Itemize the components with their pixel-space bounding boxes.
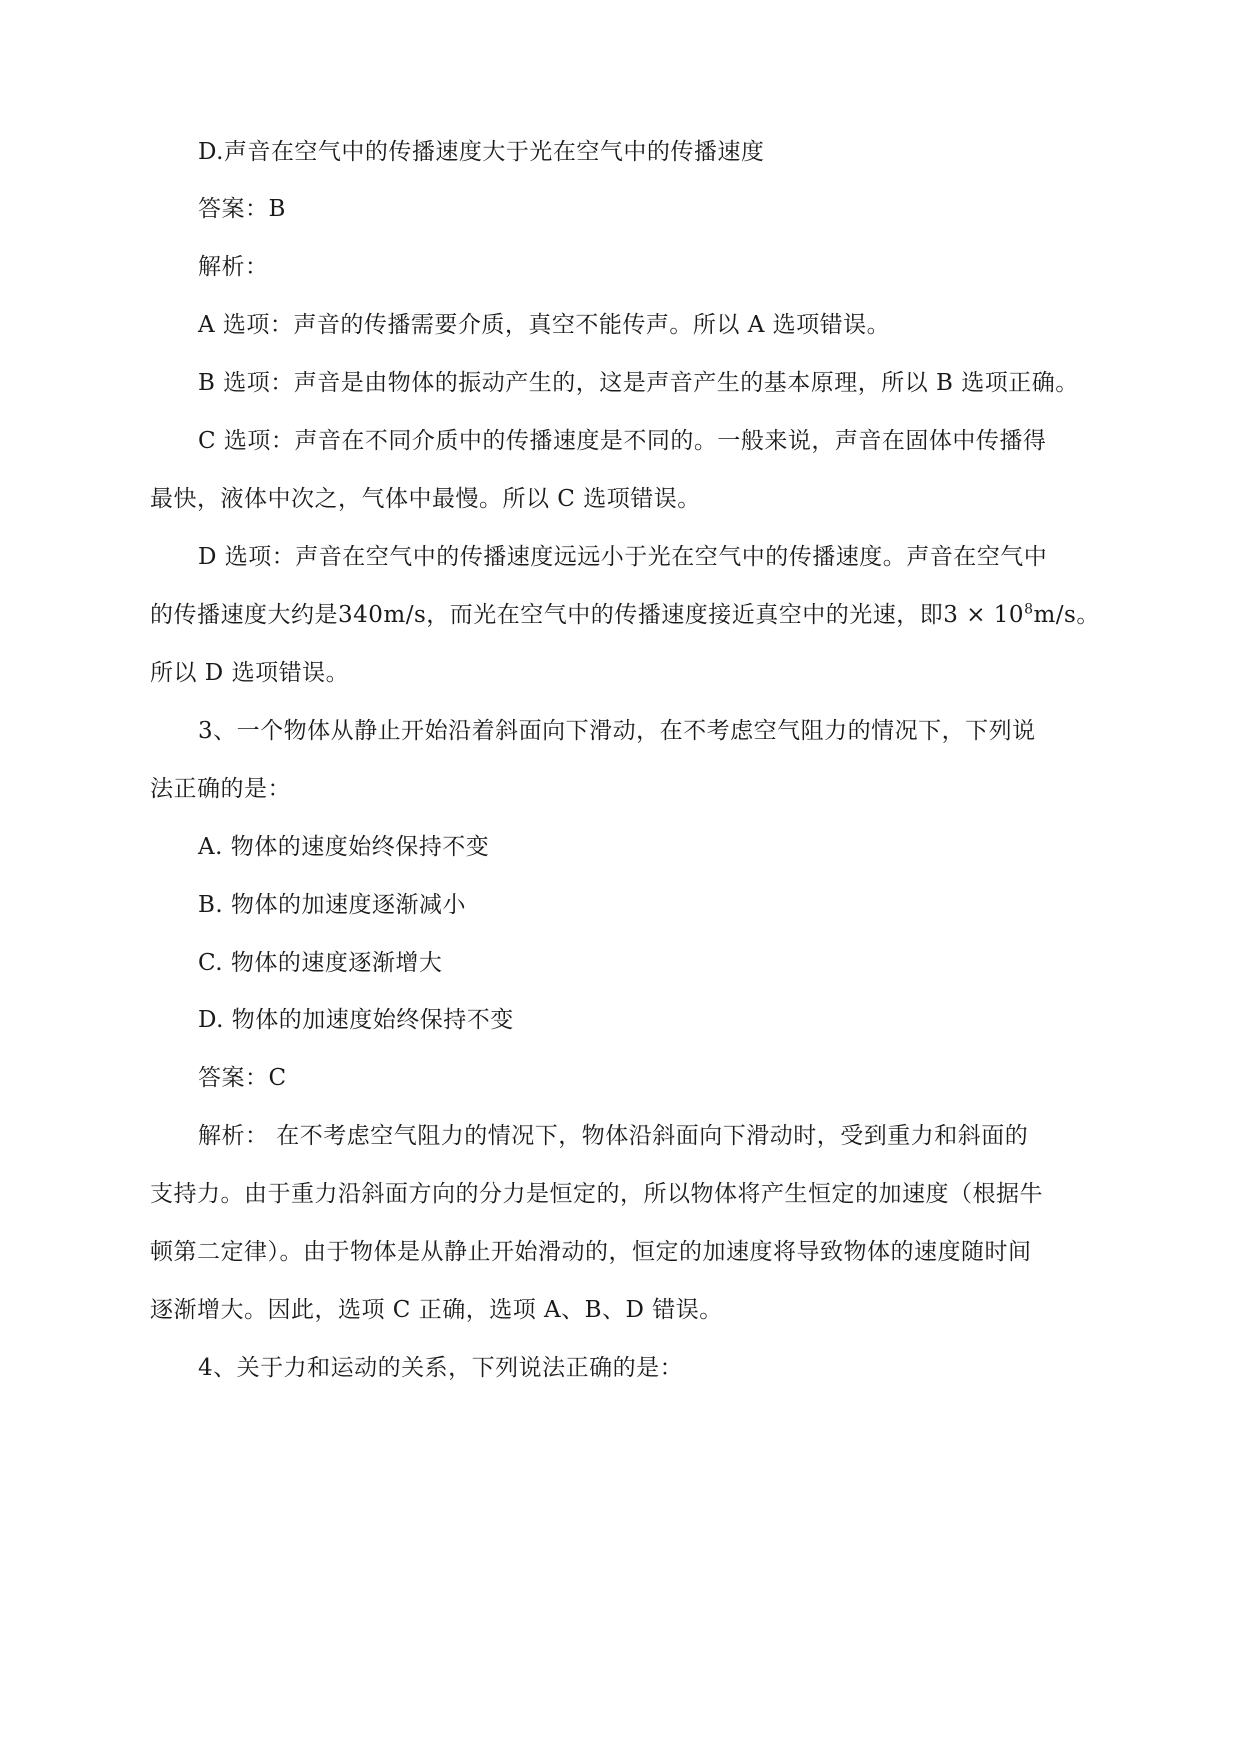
q3-stem-line1: 3、一个物体从静止开始沿着斜面向下滑动，在不考虑空气阻力的情况下，下列说: [198, 718, 1036, 744]
q3-option-a: A. 物体的速度始终保持不变: [198, 834, 490, 860]
q2-analysis-d-line1: D 选项：声音在空气中的传播速度远远小于光在空气中的传播速度。声音在空气中: [198, 544, 1048, 570]
q2-analysis-a: A 选项：声音的传播需要介质，真空不能传声。所以 A 选项错误。: [198, 312, 891, 338]
q2-answer: 答案：B: [198, 196, 286, 222]
q3-option-b: B. 物体的加速度逐渐减小: [198, 892, 467, 918]
q2-analysis-d-line2-text: 的传播速度大约是340m/s，而光在空气中的传播速度接近真空中的光速，即3 × 10: [150, 602, 1025, 628]
q3-option-d: D. 物体的加速度始终保持不变: [198, 1007, 514, 1033]
q2-analysis-c-line2: 最快，液体中次之，气体中最慢。所以 C 选项错误。: [150, 486, 701, 512]
q2-analysis-d-line2-unit: m/s。: [1033, 602, 1100, 628]
q2-analysis-label: 解析：: [198, 254, 269, 280]
q2-analysis-d-line3: 所以 D 选项错误。: [150, 660, 350, 686]
q3-analysis-line1: 解析： 在不考虑空气阻力的情况下，物体沿斜面向下滑动时，受到重力和斜面的: [198, 1123, 1029, 1149]
q3-analysis-line2: 支持力。由于重力沿斜面方向的分力是恒定的，所以物体将产生恒定的加速度（根据牛: [150, 1181, 1043, 1207]
q3-option-c: C. 物体的速度逐渐增大: [198, 950, 443, 976]
q2-analysis-b: B 选项：声音是由物体的振动产生的，这是声音产生的基本原理，所以 B 选项正确。: [198, 370, 1079, 396]
q3-answer: 答案：C: [198, 1065, 287, 1091]
q2-analysis-d-exponent: 8: [1024, 601, 1034, 618]
q2-analysis-c-line1: C 选项：声音在不同介质中的传播速度是不同的。一般来说，声音在固体中传播得: [198, 428, 1047, 454]
q3-stem-line2: 法正确的是：: [150, 776, 291, 802]
q3-analysis-line4: 逐渐增大。因此，选项 C 正确，选项 A、B、D 错误。: [150, 1297, 723, 1323]
q3-analysis-line3: 顿第二定律）。由于物体是从静止开始滑动的，恒定的加速度将导致物体的速度随时间: [150, 1239, 1032, 1265]
q2-option-d: D.声音在空气中的传播速度大于光在空气中的传播速度: [198, 139, 765, 165]
q2-analysis-d-line2: [150, 599, 1100, 631]
q4-stem-line1: 4、关于力和运动的关系，下列说法正确的是：: [198, 1355, 684, 1381]
